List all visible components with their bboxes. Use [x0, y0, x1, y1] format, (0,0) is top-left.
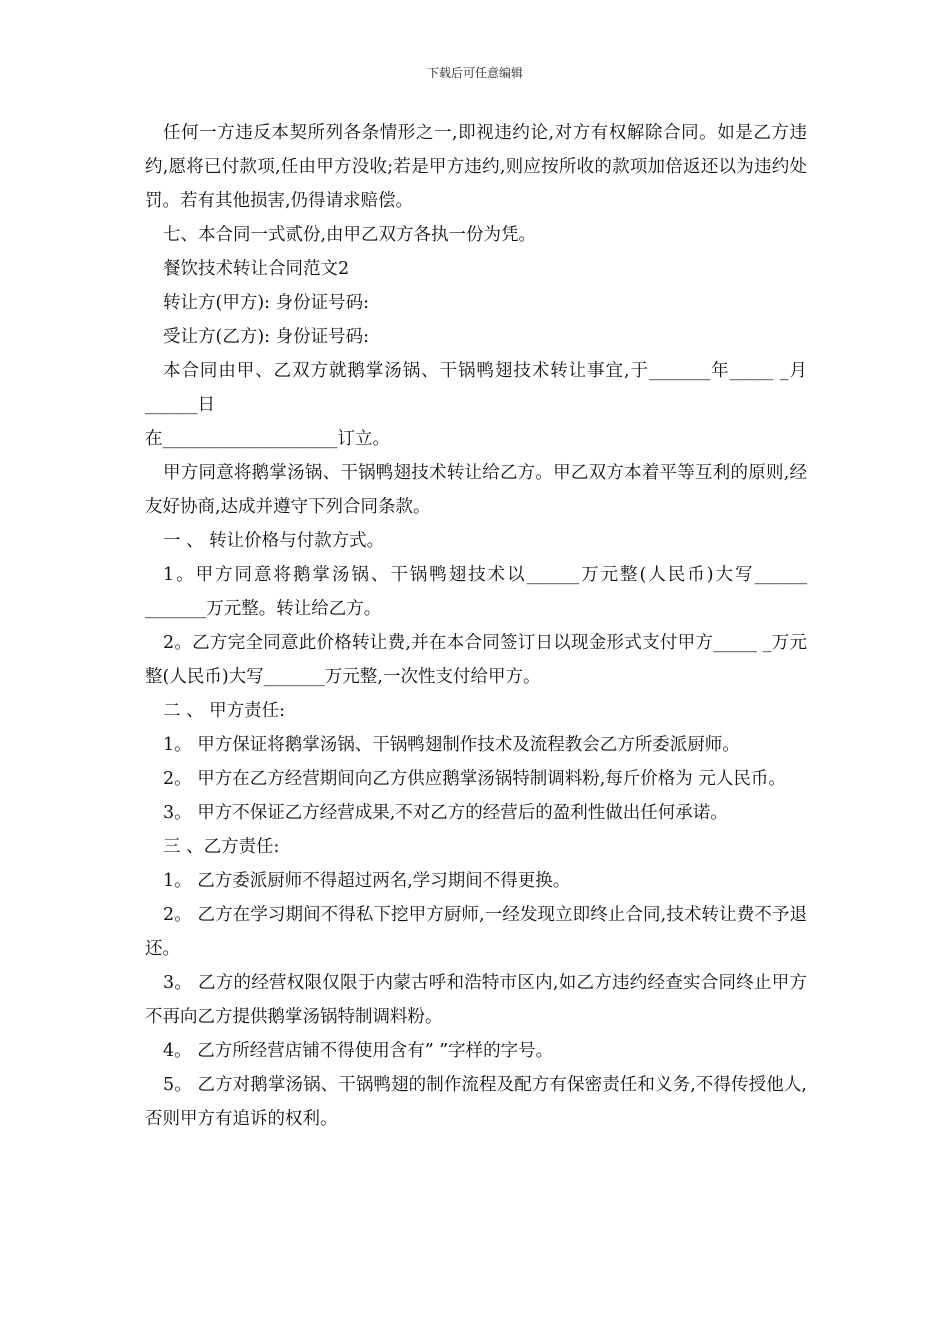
page-header: 下载后可任意编辑	[426, 66, 523, 80]
list-item: 3。 乙方的经营权限仅限于内蒙古呼和浩特市区内,如乙方违约经查实合同终止甲方不再向乙方提供鹅掌汤锅特制调料粉。	[145, 973, 807, 1027]
list-item: 2。 甲方在乙方经营期间向乙方供应鹅掌汤锅特制调料粉,每斤价格为 元人民币。	[163, 769, 786, 789]
paragraph-breach: 任何一方违反本契所列各条情形之一,即视违约论,对方有权解除合同。如是乙方违约,愿将已付款项,任由甲方没收;若是甲方违约,则应按所收的款项加倍返还以为违约处罚。若有其他损害,仍得请求赔偿。	[145, 123, 807, 211]
list-item: 1。 甲方保证将鹅掌汤锅、干锅鸭翅制作技术及流程教会乙方所委派厨师。	[163, 735, 740, 755]
section-title-contract-2: 餐饮技术转让合同范文2	[163, 259, 350, 279]
heading-section-1: 一 、 转让价格与付款方式。	[163, 531, 385, 551]
list-item: 3。 甲方不保证乙方经营成果,不对乙方的经营后的盈利性做出任何承诺。	[163, 803, 728, 823]
paragraph-contract-date: 本合同由甲、乙双方就鹅掌汤锅、干锅鸭翅技术转让事宜,于_______年_____ _月______日	[145, 361, 807, 415]
paragraph-clause-7: 七、本合同一式贰份,由甲乙双方各执一份为凭。	[163, 225, 537, 245]
heading-section-3: 三 、乙方责任:	[163, 837, 280, 857]
paragraph-transferor: 转让方(甲方): 身份证号码:	[163, 293, 370, 313]
paragraph-agreement: 甲方同意将鹅掌汤锅、干锅鸭翅技术转让给乙方。甲乙双方本着平等互利的原则,经友好协商,达成并遵守下列合同条款。	[145, 463, 807, 517]
heading-section-2: 二 、 甲方责任:	[163, 701, 286, 721]
paragraph-contract-place: 在____________________订立。	[145, 429, 390, 449]
document-body	[145, 116, 807, 1136]
list-item: 5。 乙方对鹅掌汤锅、干锅鸭翅的制作流程及配方有保密责任和义务,不得传授他人,否则甲方有追诉的权利。	[145, 1075, 807, 1129]
list-item: 4。 乙方所经营店铺不得使用含有” ”字样的字号。	[163, 1041, 554, 1061]
list-item: 1。甲方同意将鹅掌汤锅、干锅鸭翅技术以______万元整(人民币)大写______ _______万元整。转让给乙方。	[145, 565, 807, 619]
paragraph-transferee: 受让方(乙方): 身份证号码:	[163, 327, 370, 347]
list-item: 2。乙方完全同意此价格转让费,并在本合同签订日以现金形式支付甲方_____ _万元整(人民币)大写_______万元整,一次性支付给甲方。	[145, 633, 807, 687]
list-item: 1。 乙方委派厨师不得超过两名,学习期间不得更换。	[163, 871, 571, 891]
list-item: 2。 乙方在学习期间不得私下挖甲方厨师,一经发现立即终止合同,技术转让费不予退还。	[145, 905, 807, 959]
